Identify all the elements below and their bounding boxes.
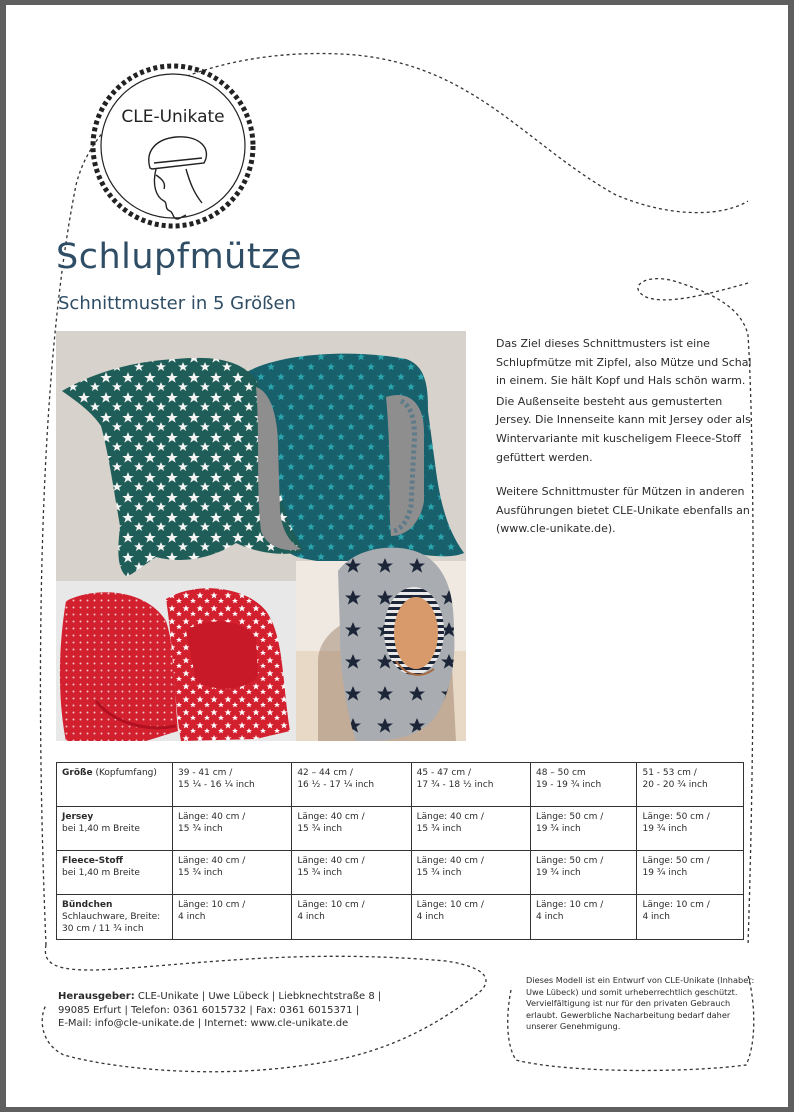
- cell-line: 20 - 20 ¾ inch: [642, 780, 708, 790]
- cell-line: Länge: 40 cm /: [297, 812, 365, 822]
- row-label-bold: Fleece-Stoff: [62, 856, 123, 866]
- cell-line: Länge: 40 cm /: [416, 856, 484, 866]
- table-cell: [637, 851, 744, 895]
- cell-line: Länge: 10 cm /: [642, 900, 710, 910]
- cell-line: 19 ¾ inch: [535, 824, 581, 834]
- cell-line: 42 – 44 cm /: [297, 768, 353, 778]
- table-cell: [411, 807, 530, 851]
- publisher-line-2: 99085 Erfurt | Telefon: 0361 6015732 | Fax: 0361 6015371 |: [58, 1004, 360, 1016]
- row-label-detail: bei 1,40 m Breite: [62, 868, 140, 878]
- table-cell: [292, 895, 411, 940]
- row-label-detail: bei 1,40 m Breite: [62, 824, 140, 834]
- table-row-cuff: [57, 895, 744, 940]
- description-text: [496, 335, 754, 541]
- table-cell: [411, 763, 530, 807]
- cell-line: 15 ¾ inch: [416, 868, 462, 878]
- publisher-info: [58, 990, 458, 1031]
- row-label-bold: Bündchen: [62, 900, 113, 910]
- cell-line: 51 - 53 cm /: [642, 768, 697, 778]
- row-label: [57, 895, 173, 940]
- copyright-notice: Dieses Modell ist ein Entwurf von CLE-Unikate (Inhaber: Uwe Lübeck) und somit urheberrechtlich geschützt. Vervielfältigung ist nur für den privaten Gebrauch erlaubt. Gewerbliche Nacharbeitung bedarf daher unserer Genehmigung.: [526, 975, 755, 1031]
- cell-line: 19 ¾ inch: [642, 868, 688, 878]
- table-row-size: [57, 763, 744, 807]
- cell-line: Länge: 50 cm /: [535, 856, 604, 866]
- row-label-detail: (Kopfumfang): [92, 768, 157, 778]
- table-cell: [292, 763, 411, 807]
- cell-line: 4 inch: [642, 912, 670, 922]
- cell-line: 19 - 19 ¾ inch: [535, 780, 602, 790]
- cell-line: Länge: 40 cm /: [178, 812, 246, 822]
- cell-line: Länge: 10 cm /: [297, 900, 365, 910]
- table-cell: [637, 895, 744, 940]
- row-label-detail: Schlauchware, Breite: 30 cm / 11 ¾ inch: [62, 912, 161, 934]
- cell-line: 15 ¾ inch: [297, 824, 343, 834]
- table-cell: [637, 763, 744, 807]
- cell-line: 15 ¾ inch: [297, 868, 343, 878]
- cell-line: 15 ¾ inch: [178, 868, 223, 878]
- table-cell: [173, 807, 292, 851]
- publisher-line-3: E-Mail: info@cle-unikate.de | Internet: www.cle-unikate.de: [58, 1018, 349, 1029]
- cell-line: 17 ¾ - 18 ½ inch: [416, 780, 494, 790]
- cell-line: Länge: 40 cm /: [416, 812, 484, 822]
- description-paragraph-2: Die Außenseite besteht aus gemusterten Jersey. Die Innenseite kann mit Jersey oder als Wintervariante mit kuscheligem Fleece-Stoff gefüttert werden.: [496, 394, 751, 464]
- table-cell: [173, 851, 292, 895]
- table-cell: [173, 895, 292, 940]
- cell-line: 4 inch: [535, 912, 564, 922]
- table-cell: [292, 807, 411, 851]
- hat-photos: [56, 331, 466, 741]
- table-cell: [530, 807, 636, 851]
- table-cell: [173, 763, 292, 807]
- cell-line: Länge: 40 cm /: [297, 856, 365, 866]
- table-cell: [530, 895, 636, 940]
- cell-line: 39 - 41 cm /: [178, 768, 233, 778]
- cell-line: 4 inch: [178, 912, 206, 922]
- page-title: Schlupfmütze: [56, 237, 302, 277]
- cell-line: Länge: 10 cm /: [416, 900, 484, 910]
- logo-badge: [90, 63, 256, 229]
- row-label: [57, 807, 173, 851]
- table-cell: [530, 851, 636, 895]
- table-cell: [637, 807, 744, 851]
- cell-line: 19 ¾ inch: [535, 868, 581, 878]
- table-cell: [292, 851, 411, 895]
- product-photo-collage: [56, 331, 466, 741]
- cell-line: 15 ¼ - 16 ¼ inch: [178, 780, 255, 790]
- pattern-page: [6, 5, 788, 1107]
- description-paragraph-1: Das Ziel dieses Schnittmusters ist eine Schlupfmütze mit Zipfel, also Mütze und Schal in einem. Sie hält Kopf und Hals schön warm.: [496, 337, 752, 388]
- cell-line: 19 ¾ inch: [642, 824, 688, 834]
- table-row-jersey: [57, 807, 744, 851]
- table-cell: [411, 851, 530, 895]
- row-label-bold: Größe: [62, 768, 93, 778]
- publisher-line-1: CLE-Unikate | Uwe Lübeck | Liebknechtstraße 8 |: [134, 991, 382, 1002]
- cell-line: Länge: 50 cm /: [642, 812, 710, 822]
- cell-line: 45 - 47 cm /: [416, 768, 471, 778]
- brand-logo: [90, 63, 256, 229]
- row-label: [57, 851, 173, 895]
- cell-line: 15 ¾ inch: [416, 824, 462, 834]
- cell-line: Länge: 10 cm /: [178, 900, 246, 910]
- table-row-fleece: [57, 851, 744, 895]
- cell-line: 4 inch: [416, 912, 445, 922]
- cell-line: Länge: 50 cm /: [642, 856, 710, 866]
- description-paragraph-3: Weitere Schnittmuster für Mützen in anderen Ausführungen bietet CLE-Unikate ebenfalls an (www.cle-unikate.de).: [496, 485, 750, 536]
- row-label: [57, 763, 173, 807]
- cell-line: Länge: 40 cm /: [178, 856, 246, 866]
- table-cell: [530, 763, 636, 807]
- row-label-bold: Jersey: [62, 812, 94, 822]
- cell-line: 15 ¾ inch: [178, 824, 223, 834]
- page-subtitle: Schnittmuster in 5 Größen: [58, 293, 296, 314]
- cell-line: Länge: 50 cm /: [535, 812, 604, 822]
- table-cell: [411, 895, 530, 940]
- publisher-label: Herausgeber:: [58, 991, 135, 1002]
- photo-red-hats: [56, 581, 296, 741]
- cell-line: 48 – 50 cm: [535, 768, 586, 778]
- cell-line: 4 inch: [297, 912, 325, 922]
- cell-line: Länge: 10 cm /: [535, 900, 604, 910]
- photo-green-star-hats: [56, 331, 466, 581]
- size-table: [56, 762, 744, 940]
- logo-text: CLE-Unikate: [121, 107, 225, 127]
- photo-grey-star-hat: [296, 548, 466, 741]
- cell-line: 16 ½ - 17 ¼ inch: [297, 780, 375, 790]
